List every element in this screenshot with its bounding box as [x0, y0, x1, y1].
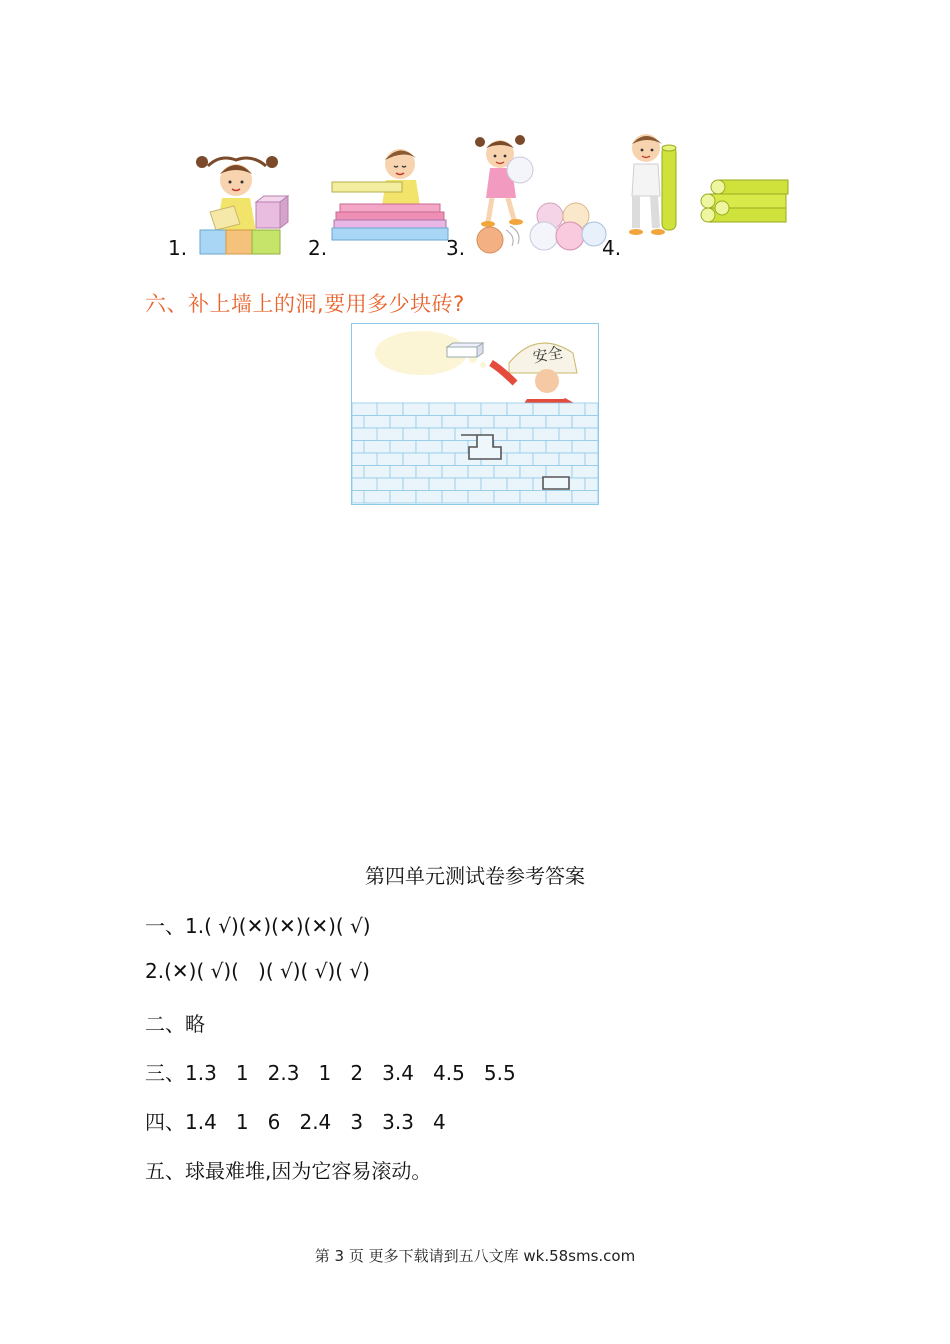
brick	[377, 478, 403, 491]
brick	[455, 478, 481, 491]
brick	[364, 466, 390, 479]
answer-line-5: 四、1.4 1 6 2.4 3 3.3 4	[145, 1110, 446, 1134]
brick	[533, 403, 559, 416]
brick	[429, 428, 455, 441]
brick	[546, 466, 572, 479]
brick	[546, 416, 572, 429]
brick	[494, 466, 520, 479]
brick	[377, 428, 403, 441]
item-1-label: 1.	[168, 236, 188, 260]
brick	[416, 441, 442, 454]
brick	[403, 403, 429, 416]
brick	[364, 441, 390, 454]
item-4-label: 4.	[602, 236, 622, 260]
brick	[468, 416, 494, 429]
brick	[585, 478, 598, 491]
boy-with-cylinders-image	[626, 126, 796, 244]
brick	[468, 466, 494, 479]
brick	[352, 403, 378, 416]
brick	[494, 491, 520, 504]
brick	[520, 491, 546, 504]
brick	[520, 416, 546, 429]
brick	[455, 403, 481, 416]
brick	[481, 478, 507, 491]
brick	[416, 466, 442, 479]
boy-with-boards-image	[330, 136, 460, 244]
brick	[403, 428, 429, 441]
brick	[442, 491, 468, 504]
brick	[533, 428, 559, 441]
girl-with-cubes-image	[190, 150, 310, 258]
answer-line-4: 三、1.3 1 2.3 1 2 3.4 4.5 5.5	[145, 1061, 516, 1085]
section-6-title: 六、补上墙上的洞,要用多少块砖?	[145, 292, 465, 316]
brick	[559, 403, 585, 416]
brick	[520, 441, 546, 454]
brick	[533, 453, 559, 466]
brick	[429, 478, 455, 491]
brick-wall-image	[351, 323, 599, 505]
brick	[572, 416, 598, 429]
item-3-label: 3.	[446, 236, 466, 260]
brick	[352, 453, 378, 466]
brick	[429, 403, 455, 416]
brick	[481, 403, 507, 416]
brick	[507, 478, 533, 491]
brick	[559, 453, 585, 466]
brick	[520, 466, 546, 479]
brick	[403, 453, 429, 466]
brick	[377, 453, 403, 466]
brick	[494, 416, 520, 429]
item-2-label: 2.	[308, 236, 328, 260]
brick	[468, 491, 494, 504]
brick	[546, 491, 572, 504]
brick	[390, 466, 416, 479]
brick	[572, 466, 598, 479]
answer-line-3: 二、略	[145, 1012, 205, 1036]
answer-line-2: 2.(✕)( √)( )( √)( √)( √)	[145, 959, 370, 983]
brick	[377, 403, 403, 416]
brick	[442, 441, 468, 454]
brick	[507, 428, 533, 441]
brick	[403, 478, 429, 491]
brick	[572, 441, 598, 454]
brick	[352, 478, 378, 491]
brick	[442, 416, 468, 429]
brick	[390, 441, 416, 454]
brick	[416, 416, 442, 429]
illustration-row	[140, 120, 820, 270]
brick	[364, 491, 390, 504]
girl-with-balls-image	[468, 126, 608, 254]
brick	[442, 466, 468, 479]
brick	[585, 403, 598, 416]
helmet-safety-text: 安全	[531, 345, 565, 367]
brick	[390, 416, 416, 429]
answer-line-1: 一、1.( √)(✕)(✕)(✕)( √)	[145, 914, 371, 938]
brick	[352, 428, 378, 441]
brick	[364, 416, 390, 429]
answer-key-title: 第四单元测试卷参考答案	[365, 864, 585, 888]
brick	[585, 428, 598, 441]
brick	[507, 453, 533, 466]
brick	[559, 428, 585, 441]
brick	[546, 441, 572, 454]
brick	[416, 491, 442, 504]
answer-line-6: 五、球最难堆,因为它容易滚动。	[145, 1159, 432, 1183]
brick	[507, 403, 533, 416]
page-footer: 第 3 页 更多下载请到五八文库 wk.58sms.com	[314, 1247, 636, 1265]
brick	[390, 491, 416, 504]
brick	[585, 453, 598, 466]
brick	[572, 491, 598, 504]
brick	[429, 453, 455, 466]
